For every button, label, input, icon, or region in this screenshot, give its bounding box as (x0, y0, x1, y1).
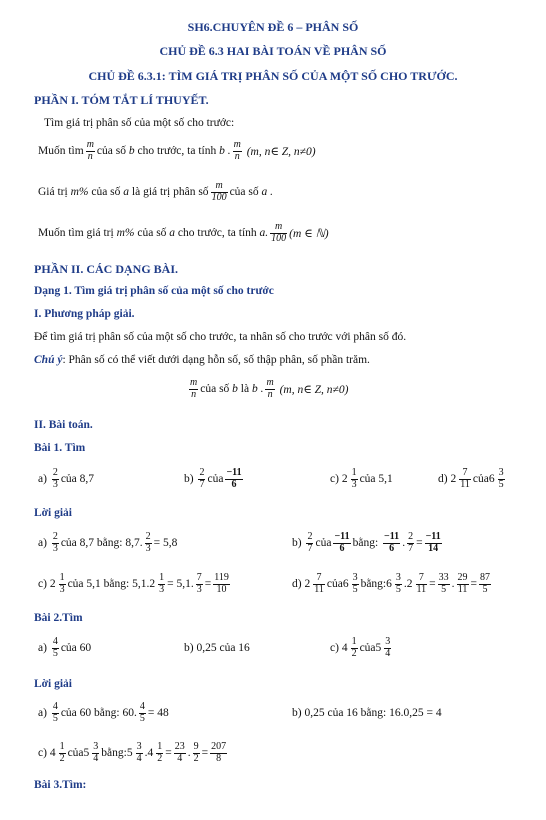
label: a) (38, 473, 47, 485)
percent: m% (116, 227, 135, 239)
mixed-number: 4 $\frac{1}{2}$ (49, 741, 65, 764)
text: Muốn tìm (38, 145, 84, 157)
lg2-b (292, 707, 442, 719)
result: = 48 (147, 707, 169, 719)
fraction: $\frac{87}{5}$ (480, 572, 491, 595)
mixed-number: 5 $\frac{3}{4}$ (126, 741, 142, 764)
text: của 60 bằng: 60. (60, 707, 137, 719)
text: Muốn tìm giá trị (38, 227, 114, 239)
var-a: a. (259, 227, 269, 239)
label: b) (184, 642, 194, 654)
problems-heading: II. Bài toán. (34, 419, 93, 431)
expr-b: b . (219, 145, 231, 157)
text: bằng: (360, 578, 387, 590)
mixed-number: 2 $\frac{1}{3}$ (149, 572, 165, 595)
note (34, 354, 370, 366)
text: . (403, 578, 407, 590)
bai2-heading: Bài 2.Tìm (34, 612, 83, 624)
part1-line2 (38, 181, 273, 203)
fraction: $\frac{4}{5}$ (52, 701, 58, 724)
text: của số (91, 186, 121, 198)
fraction: $\frac{2}{3}$ (52, 467, 58, 490)
label: c) (330, 473, 339, 485)
label: c) (38, 578, 47, 590)
fraction: $\frac{-11}{6}$ (226, 467, 242, 490)
text: cho trước, ta tính (137, 145, 217, 157)
fraction-m-n: $\frac{m}{n}$ (86, 139, 94, 162)
mixed-number: 5 $\frac{3}{4}$ (375, 636, 391, 659)
text: của (315, 537, 332, 549)
bai2-a (38, 637, 91, 659)
text: . (402, 537, 406, 549)
bai2-b (184, 642, 250, 654)
condition: (m ∈ ℕ) (289, 228, 329, 240)
note-label: Chú ý (34, 354, 63, 366)
fraction: $\frac{4}{5}$ (139, 701, 145, 724)
fraction-m-n: $\frac{m}{n}$ (233, 139, 241, 162)
method-text: Để tìm giá trị phân số của một số cho trước, ta nhân số cho trước với phân số đó. (34, 331, 407, 343)
mixed-number: 2 $\frac{7}{11}$ (304, 572, 324, 595)
fraction: $\frac{-11}{6}$ (334, 531, 350, 554)
text: bằng: (352, 537, 379, 549)
fraction: $\frac{29}{11}$ (457, 572, 468, 595)
title-line-2: CHỦ ĐỀ 6.3 HAI BÀI TOÁN VỀ PHÂN SỐ (159, 44, 387, 58)
text: = 5,1. (167, 578, 194, 590)
fraction: $\frac{-11}{6}$ (384, 531, 400, 554)
text: của (472, 473, 489, 485)
condition: (m, n∈ Z, n≠0) (279, 384, 349, 396)
text: là (240, 383, 250, 395)
mixed-number: 6 $\frac{3}{5}$ (342, 572, 358, 595)
fraction: $\frac{2}{7}$ (408, 531, 414, 554)
fraction: $\frac{207}{8}$ (211, 741, 227, 764)
text: của 8,7 bằng: 8,7. (60, 537, 143, 549)
text: của số (96, 145, 126, 157)
dang1-heading: Dạng 1. Tìm giá trị phân số của một số cho trước (34, 285, 274, 297)
label: a) (38, 642, 47, 654)
bai1-b (184, 468, 245, 490)
fraction: $\frac{2}{7}$ (199, 467, 205, 490)
text: của (326, 578, 343, 590)
var-a: a (169, 227, 176, 239)
lg1-b: b) $\frac{2}{7}$ của $\frac{-11}{6}$ bằng: $\frac{-11}{6}$ . $\frac{2}{7}$ = $\frac{-11}{14}$ (292, 531, 441, 554)
title-line-3: CHỦ ĐỀ 6.3.1: TÌM GIÁ TRỊ PHÂN SỐ CỦA MỘT SỐ CHO TRƯỚC. (88, 69, 458, 83)
fraction: $\frac{7}{3}$ (196, 572, 202, 595)
text: của 5,1 bằng: 5,1. (67, 578, 150, 590)
fraction: $\frac{2}{7}$ (307, 531, 313, 554)
text: của (207, 473, 224, 485)
note-text: : Phân số có thể viết dưới dạng hỗn số, số thập phân, số phần trăm. (62, 354, 370, 366)
text: là giá trị phân số (131, 186, 209, 198)
lg1-a (38, 532, 177, 554)
bai2-c (330, 637, 393, 659)
percent: m% (70, 186, 89, 198)
text: của số (200, 383, 230, 395)
bai1-c (330, 468, 393, 490)
text: bằng: (101, 747, 127, 759)
var-a: a . (261, 186, 273, 198)
label: a) (38, 707, 47, 719)
fraction: $\frac{-11}{14}$ (425, 531, 441, 554)
lg1-d: d) 2 $\frac{7}{11}$ của 6 $\frac{3}{5}$ bằng: 6 $\frac{3}{5}$ . 2 $\frac{7}{11}$ = $\frac{33}{5}$ . $\frac{29}{11}$ = $\frac{87}{5}$ (292, 572, 491, 595)
part1-line1 (38, 140, 316, 162)
text: của số (229, 186, 259, 198)
label: b) (292, 537, 302, 549)
part1-intro: Tìm giá trị phân số của một số cho trước: (44, 117, 235, 129)
mixed-number: 6 $\frac{3}{5}$ (488, 467, 504, 490)
mixed-number: 6 $\frac{3}{5}$ (386, 572, 401, 595)
expr-b: b . (251, 383, 264, 395)
text: của số (137, 227, 167, 239)
text: của (67, 747, 84, 759)
mixed-number: 2 $\frac{7}{11}$ (406, 572, 427, 595)
method-heading: I. Phương pháp giải. (34, 308, 135, 320)
bai1-a (38, 468, 94, 490)
fraction: $\frac{2}{3}$ (52, 531, 58, 554)
bai3-heading: Bài 3.Tìm: (34, 779, 87, 791)
mixed-number: 2 $\frac{1}{3}$ (341, 467, 357, 490)
condition: (m, n∈ Z, n≠0) (246, 146, 316, 158)
text: . (187, 747, 191, 759)
var-b: b (128, 145, 135, 157)
fraction: $\frac{23}{4}$ (174, 741, 185, 764)
part1-line3 (38, 222, 329, 244)
mixed-number: 2 $\frac{7}{11}$ (450, 467, 470, 490)
mixed-number: 5 $\frac{3}{4}$ (83, 741, 99, 764)
text: của 60 (60, 642, 92, 654)
fraction: $\frac{2}{3}$ (145, 531, 151, 554)
label: c) (330, 642, 339, 654)
part1-heading: PHẦN I. TÓM TẮT LÍ THUYẾT. (34, 93, 209, 107)
text: . (144, 747, 148, 759)
lg1-c: c) 2 $\frac{1}{3}$ của 5,1 bằng: 5,1. 2 $\frac{1}{3}$ = 5,1. $\frac{7}{3}$ = $\frac{119}{10}$ (38, 572, 229, 595)
formula (187, 378, 348, 400)
fraction-m-100: $\frac{m}{100}$ (211, 180, 227, 203)
mixed-number: 4 $\frac{1}{2}$ (341, 636, 357, 659)
text: của (359, 642, 376, 654)
fraction-m-n: $\frac{m}{n}$ (266, 377, 274, 400)
fraction: $\frac{9}{2}$ (193, 741, 199, 764)
label: b) (184, 473, 194, 485)
fraction: $\frac{119}{10}$ (214, 572, 229, 595)
text: . (451, 578, 455, 590)
fraction: $\frac{33}{5}$ (438, 572, 449, 595)
bai1-d (438, 468, 507, 490)
var-b: b (232, 383, 238, 395)
lg2-c: c) 4 $\frac{1}{2}$ của 5 $\frac{3}{4}$ bằng: 5 $\frac{3}{4}$ . 4 $\frac{1}{2}$ = $\frac{23}{4}$ . $\frac{9}{2}$ = $\frac{207}{8}$ (38, 741, 227, 764)
label: c) (38, 747, 47, 759)
label: d) (438, 473, 448, 485)
mixed-number: 4 $\frac{1}{2}$ (147, 741, 163, 764)
fraction-m-100: $\frac{m}{100}$ (271, 221, 287, 244)
label: a) (38, 537, 47, 549)
text: 0,25 của 16 (196, 642, 250, 654)
label: d) (292, 578, 302, 590)
fraction-m-n: $\frac{m}{n}$ (190, 377, 198, 400)
loigiai-2: Lời giải (34, 678, 72, 690)
text: của 5,1 (359, 473, 393, 485)
bai1-heading: Bài 1. Tìm (34, 442, 86, 454)
var-a: a (123, 186, 130, 198)
text: Giá trị (38, 186, 68, 198)
text: cho trước, ta tính (177, 227, 257, 239)
loigiai-1: Lời giải (34, 507, 72, 519)
part2-heading: PHẦN II. CÁC DẠNG BÀI. (34, 262, 179, 276)
text: 0,25 của 16 bằng: 16.0,25 = 4 (304, 707, 442, 719)
result: = 5,8 (153, 537, 178, 549)
mixed-number: 2 $\frac{1}{3}$ (49, 572, 65, 595)
lg2-a (38, 702, 169, 724)
fraction: $\frac{4}{5}$ (52, 636, 58, 659)
title-line-1: SH6.CHUYÊN ĐỀ 6 – PHÂN SỐ (187, 20, 359, 34)
label: b) (292, 707, 302, 719)
text: của 8,7 (60, 473, 95, 485)
